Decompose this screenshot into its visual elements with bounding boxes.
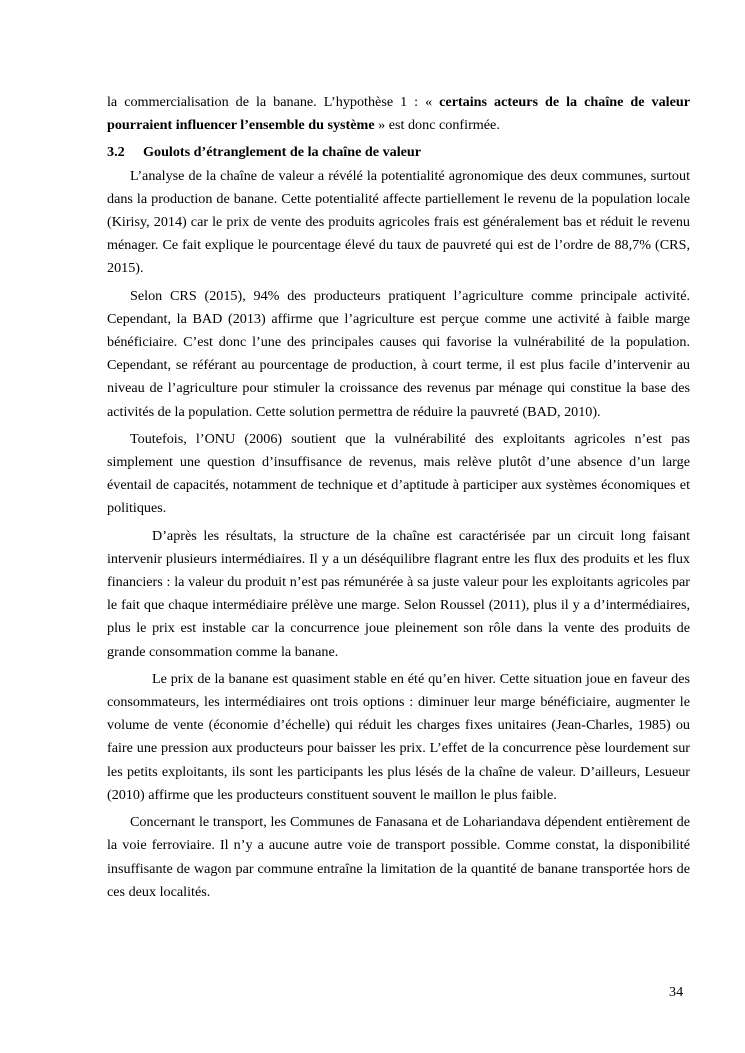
document-page (107, 91, 690, 908)
paragraph-banana-price: Le prix de la banane est quasiment stable en été qu’en hiver. Cette situation joue en faveur des consommateurs, les intermédiaires ont trois options : diminuer leur marge bénéficiaire, augmenter le volume de vente (économie d’échelle) qui réduit les charges fixes unitaires (Jean-Charles, 1985) ou faire une pression aux producteurs pour baisser les prix. L’effet de la concurrence pèse lourdement sur les petits exploitants, ils sont les participants les plus lésés de la chaîne de valeur. D’ailleurs, Lesueur (2010) affirme que les producteurs constituent souvent le maillon le plus faible. (107, 670, 690, 803)
paragraph-transport: Concernant le transport, les Communes de Fanasana et de Lohariandava dépendent entièrement de la voie ferroviaire. Il n’y a aucune autre voie de transport possible. Comme constat, la disponibilité insuffisante de wagon par commune entraîne la limitation de la quantité de banane transportée hors de ces deux localités. (107, 814, 690, 900)
hypothesis-bold-text: certains acteurs de la chaîne de valeur pourraient influencer l’ensemble du système (107, 94, 690, 134)
paragraph-crs-agriculture: Selon CRS (2015), 94% des producteurs pratiquent l’agriculture comme principale activité. Cependant, la BAD (2013) affirme que l’agriculture est perçue comme une activité à faible marge bénéficiaire. C’est donc l’une des principales causes qui favorise la vulnérabilité de la population. Cependant, se référant au pourcentage de production, à court terme, il est plus facile d’intervenir au niveau de l’agriculture pour stimuler la croissance des revenus par ménage qui constitue la base des activités de la population. Cette solution permettra de réduire la pauvreté (BAD, 2010). (107, 287, 690, 420)
section-title: Goulots d’étranglement de la chaîne de valeur (143, 144, 422, 161)
section-heading (107, 141, 690, 164)
section-number: 3.2 (107, 144, 125, 161)
paragraph-onu-vulnerability: Toutefois, l’ONU (2006) soutient que la vulnérabilité des exploitants agricoles n’est pas simplement une question d’insuffisance de revenus, mais relève plutôt d’une absence d’un large éventail de capacités, notamment de technique et d’aptitude à participer aux systèmes économiques et politiques. (107, 430, 690, 517)
paragraph-chain-analysis: L’analyse de la chaîne de valeur a révélé la potentialité agronomique des deux communes, surtout dans la production de banane. Cette potentialité affecte partiellement le revenu de la population locale (Kirisy, 2014) car le prix de vente des produits agricoles frais est généralement bas et réduit le revenu ménager. Ce fait explique le pourcentage élevé du taux de pauvreté qui est de l’ordre de 88,7% (CRS, 2015). (107, 167, 690, 277)
intro-text-after: » est donc confirmée. (378, 117, 500, 134)
paragraph-chain-structure: D’après les résultats, la structure de la chaîne est caractérisée par un circuit long faisant intervenir plusieurs intermédiaires. Il y a un déséquilibre flagrant entre les flux des produits et les flux financiers : la valeur du produit n’est pas rémunérée à sa juste valeur pour les exploitants agricoles par le fait que chaque intermédiaire prélève une marge. Selon Roussel (2011), plus il y a d’intermédiaires, plus le prix est instable car la concurrence joue pleinement son rôle dans la vente des produits de grande consommation comme la banane. (107, 527, 690, 660)
intro-text-before: la commercialisation de la banane. L’hypothèse 1 : « (107, 94, 440, 110)
intro-paragraph (107, 91, 690, 137)
page-number: 34 (669, 984, 684, 1000)
